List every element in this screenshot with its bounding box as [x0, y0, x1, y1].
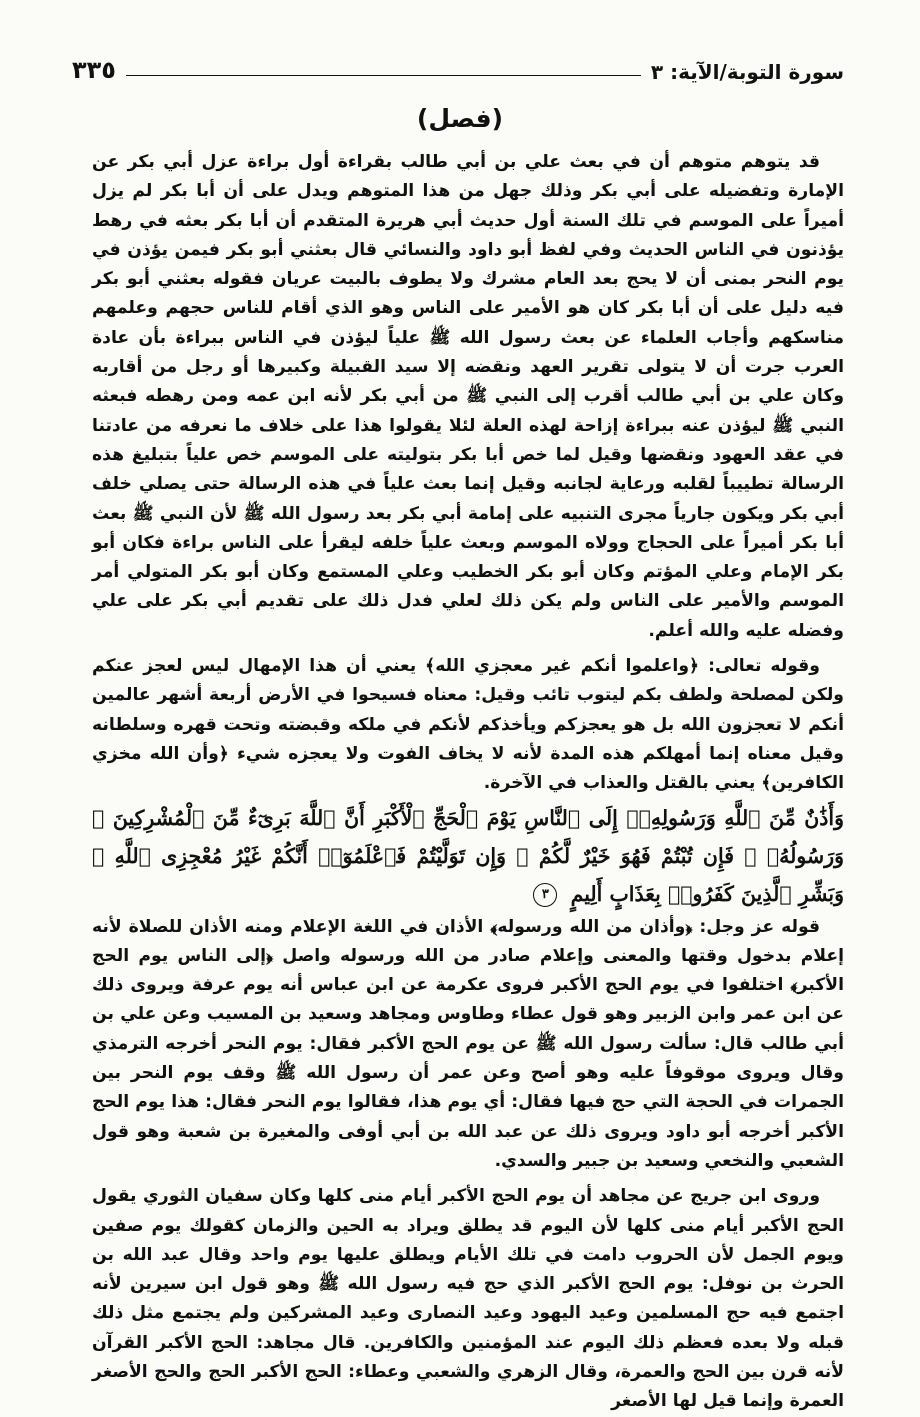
verse-text: وَأَذَٰنٌ مِّنَ ٱللَّهِ وَرَسُولِهِۦٓ إِلَى ٱلنَّاسِ يَوْمَ ٱلْحَجِّ ٱلْأَكْبَرِ أَنَّ ٱللَّهَ بَرِىٓءٌ مِّنَ ٱلْمُشْرِكِينَ ۙ وَرَسُولُهُۥ ۚ فَإِن تُبْتُمْ فَهُوَ خَيْرٌ لَّكُمْ ۖ وَإِن تَوَلَّيْتُمْ فَٱعْلَمُوٓا۟ أَنَّكُمْ غَيْرُ مُعْجِزِى ٱللَّهِ ۗ وَبَشِّرِ ٱلَّذِينَ كَفَرُوا۟ بِعَذَابٍ أَلِيمٍ	[92, 805, 844, 906]
paragraph: قد يتوهم متوهم أن في بعث علي بن أبي طالب بقراءة أول براءة عزل أبي بكر عن الإمارة وتفضيله على أبي بكر وذلك جهل من هذا المتوهم ويدل على أن أبا بكر لم يزل أميراً على الموسم في تلك السنة أول حديث أبي هريرة المتقدم أن أبا بكر بعثه في رهط يؤذنون في الناس الحديث وفي لفظ أبو داود والنسائي قال بعثني أبو بكر فيمن يؤذن في يوم النحر بمنى أن لا يحج بعد العام مشرك ولا يطوف بالبيت عريان فقوله بعثني أبو بكر فيه دليل على أن أبا بكر كان هو الأمير على الناس وهو الذي أقام للناس حجهم وعلمهم مناسكهم وأجاب العلماء عن بعث رسول الله ﷺ علياً ليؤذن في الناس ببراءة بأن عادة العرب جرت أن لا يتولى تقرير العهد ونقضه إلا سيد القبيلة وكبيرها أو رجل من أقاربه وكان علي بن أبي طالب أقرب إلى النبي ﷺ من أبي بكر لأنه ابن عمه ومن رهطه فبعثه النبي ﷺ ليؤذن عنه ببراءة إزاحة لهذه العلة لئلا يقولوا هذا على خلاف ما نعرفه من عادتنا في عقد العهود ونقضها وقيل لما خص أبا بكر بتوليته على الموسم خص علياً بتبليغ هذه الرسالة تطييباً لقلبه ورعاية لجانبه وقيل إنما بعث علياً في هذه الرسالة حتى يصلي خلف أبي بكر ويكون جارياً مجرى التنبيه على إمامة أبي بكر بعد رسول الله ﷺ لأن النبي ﷺ بعث أبا بكر أميراً على الحجاج وولاه الموسم وبعث علياً خلفه ليقرأ على الناس براءة فكان أبو بكر الإمام وعلي المؤتم وكان أبو بكر الخطيب وعلي المستمع وكان أبو بكر المتولي أمر الموسم والأمير على الناس ولم يكن ذلك لعلي فدل ذلك على تقديم أبي بكر على علي وفضله عليه والله أعلم.	[92, 152, 844, 641]
paragraph: قوله عز وجل: ﴿وأذان من الله ورسوله﴾ الأذان في اللغة الإعلام ومنه الأذان للصلاة لأنه إعلام بدخول وقتها والمعنى وإعلام صادر من الله ورسوله واصل ﴿إلى الناس يوم الحج الأكبر﴾ اختلفوا في يوم الحج الأكبر فروى عكرمة عن ابن عباس أنه يوم عرفة ويروى ذلك عن ابن عمر وابن الزبير وهو قول عطاء وطاوس ومجاهد وسعيد بن المسيب وعن علي بن أبي طالب قال: سألت رسول الله ﷺ عن يوم الحج الأكبر فقال: يوم النحر أخرجه الترمذي وقال ويروى موقوفاً عليه وهو أصح وعن عمر أن رسول الله ﷺ وقف يوم النحر بين الجمرات في الحجة التي حج فيها فقال: أي يوم هذا، فقالوا يوم النحر فقال: هذا يوم الحج الأكبر أخرجه أبو داود ويروى ذلك عن عبد الله بن أبي أوفى والمغيرة بن شعبة وهو قول الشعبي والنخعي وسعيد بن جبير والسدي.	[92, 916, 844, 1171]
header-rule	[126, 75, 641, 76]
quran-verse	[92, 799, 844, 913]
section-title: (فصل)	[416, 104, 504, 133]
page-body	[92, 148, 844, 1417]
running-header	[72, 50, 844, 84]
verse-number-marker: ٣	[533, 883, 557, 907]
paragraph: وقوله تعالى: ﴿واعلموا أنكم غير معجزي الله﴾ يعني أن هذا الإمهال ليس لعجز عنكم ولكن لمصلحة ولطف بكم ليتوب تائب وقيل: معناه فسيحوا في الأرض أربعة أشهر عالمين أنكم لا تعجزون الله بل هو يعجزكم ويأخذكم لأنكم في ملكه وقبضته وتحت قهره وسلطانه وقيل معناه إنما أمهلكم هذه المدة لأنه لا يخاف الفوت ولا يعجزه شيء ﴿وأن الله مخزي الكافرين﴾ يعني بالقتل والعذاب في الآخرة.	[92, 656, 844, 794]
page-number: ٣٣٥	[72, 56, 116, 84]
paragraph: وروى ابن جريج عن مجاهد أن يوم الحج الأكبر أيام منى كلها وكان سفيان الثوري يقول الحج الأكبر أيام منى كلها لأن اليوم قد يطلق ويراد به الحين والزمان كقولك يوم صفين ويوم الجمل لأن الحروب دامت في تلك الأيام ويطلق عليها يوم واحد وقال عبد الله بن الحرث بن نوفل: يوم الحج الأكبر الذي حج فيه رسول الله ﷺ وهو قول ابن سيرين لأنه اجتمع فيه حج المسلمين وعيد اليهود وعيد النصارى وعيد المشركين ولم يجتمع مثل ذلك قبله ولا بعده فعظم ذلك اليوم عند المؤمنين والكافرين. قال مجاهد: الحج الأكبر القرآن لأنه قرن بين الحج والعمرة، وقال الزهري والشعبي وعطاء: الحج الأكبر الحج والحج الأصغر العمرة وإنما قيل لها الأصغر	[92, 1186, 844, 1412]
surah-verse-label: سورة التوبة/الآية: ٣	[650, 60, 844, 84]
